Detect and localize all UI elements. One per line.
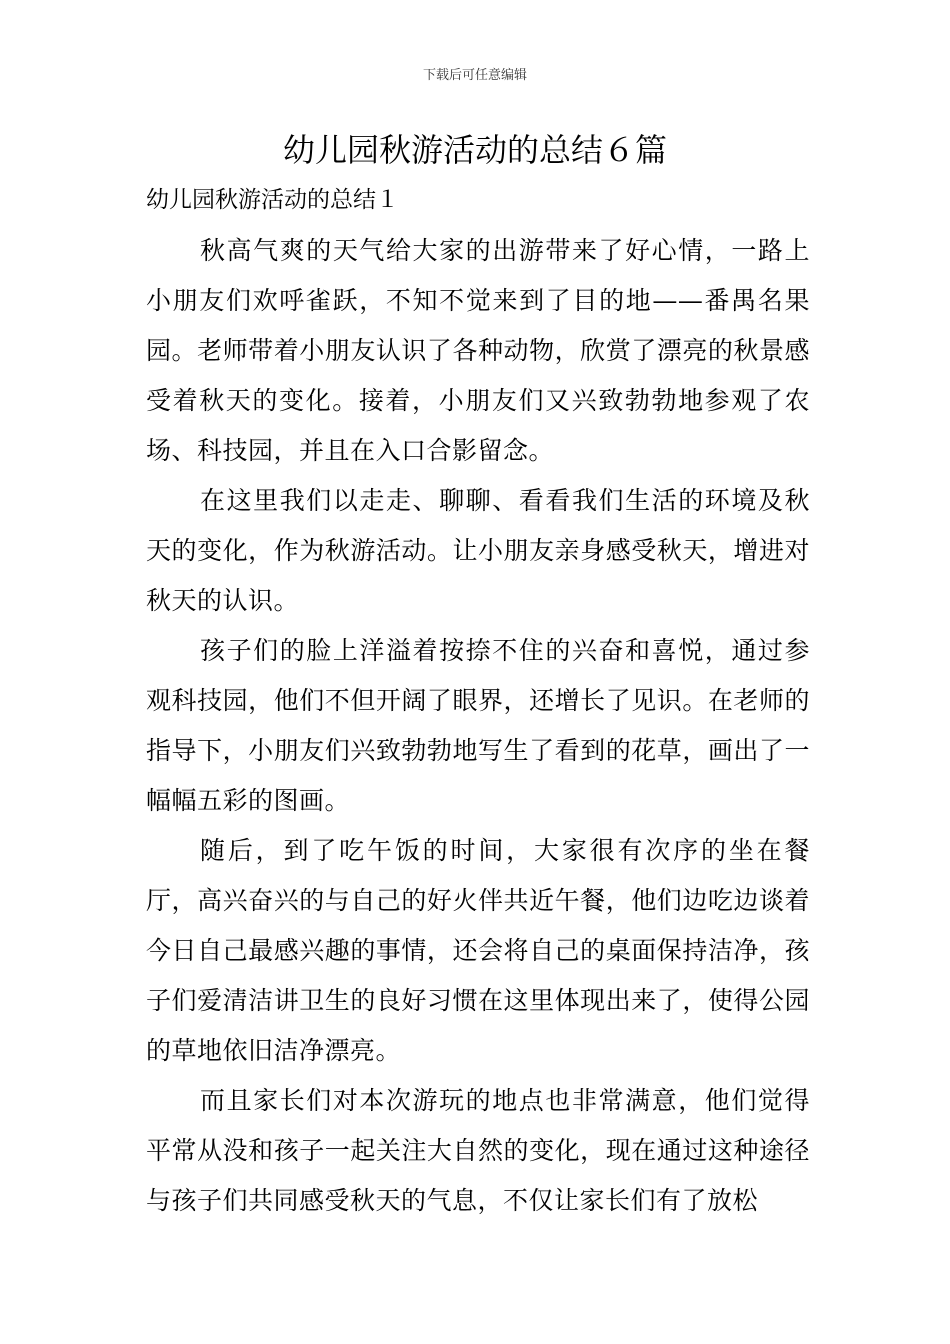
paragraph: 随后，到了吃午饭的时间，大家很有次序的坐在餐厅，高兴奋兴的与自己的好火伴共近午餐，他们边吃边谈着今日自己最感兴趣的事情，还会将自己的桌面保持洁净，孩子们爱清洁讲卫生的良好习惯在这里体现出来了，使得公园的草地依旧洁净漂亮。 (146, 836, 810, 1065)
header-note: 下载后可任意编辑 (422, 68, 527, 83)
paragraph: 而且家长们对本次游玩的地点也非常满意，他们觉得平常从没和孩子一起关注大自然的变化，现在通过这种途径与孩子们共同感受秋天的气息，不仅让家长们有了放松 (146, 1086, 810, 1215)
document-title: 幼儿园秋游活动的总结６篇 (282, 131, 667, 169)
paragraph: 孩子们的脸上洋溢着按捺不住的兴奋和喜悦，通过参观科技园，他们不但开阔了眼界，还增长了见识。在老师的指导下，小朋友们兴致勃勃地写生了看到的花草，画出了一幅幅五彩的图画。 (146, 636, 810, 815)
section-heading: 幼儿园秋游活动的总结１ (146, 187, 399, 213)
body-text (146, 226, 810, 1226)
paragraph: 秋高气爽的天气给大家的出游带来了好心情，一路上小朋友们欢呼雀跃，不知不觉来到了目的地——番禺名果园。老师带着小朋友认识了各种动物，欣赏了漂亮的秋景感受着秋天的变化。接着，小朋友们又兴致勃勃地参观了农场、科技园，并且在入口合影留念。 (146, 236, 810, 465)
paragraph: 在这里我们以走走、聊聊、看看我们生活的环境及秋天的变化，作为秋游活动。让小朋友亲身感受秋天，增进对秋天的认识。 (146, 486, 810, 615)
